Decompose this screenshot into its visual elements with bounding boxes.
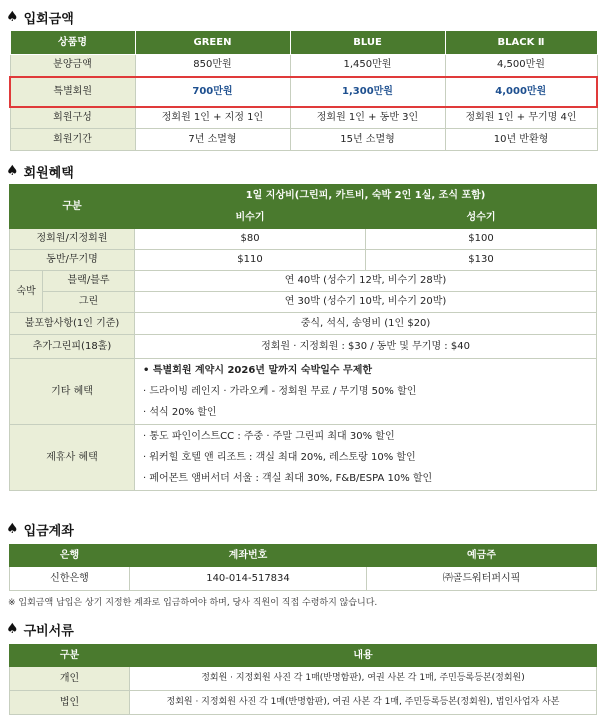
list-item: · 석식 20% 할인 — [143, 407, 217, 418]
benefit-row-label: 동반/무기명 — [10, 250, 135, 271]
docs-row-label: 법인 — [10, 691, 130, 715]
docs-table — [9, 644, 597, 715]
benefit-cell: 연 30박 (성수기 10박, 비수기 20박) — [135, 292, 597, 313]
benefit-row-label: 제휴사 혜택 — [10, 425, 135, 491]
account-header-number: 계좌번호 — [130, 545, 367, 567]
other-benefits-list — [135, 359, 597, 425]
account-number: 140-014-517834 — [130, 567, 367, 591]
benefit-table — [9, 184, 597, 491]
benefit-header-main: 1일 지상비(그린피, 카트비, 숙박 2인 1실, 조식 포함) — [135, 185, 597, 207]
docs-cell: 정회원 · 지정회원 사진 각 1매(반명함판), 여권 사본 각 1매, 주민등록등본(정회원) — [130, 667, 597, 691]
fee-cell: 10년 반환형 — [445, 129, 597, 151]
fee-table — [9, 30, 598, 151]
docs-section-title — [6, 620, 74, 638]
benefit-row-label: 불포함사항(1인 기준) — [10, 313, 135, 335]
benefit-cell: $110 — [135, 250, 366, 271]
benefit-title-text: 회원혜택 — [23, 165, 74, 181]
spade-icon: ♠ — [6, 163, 19, 179]
fee-section-title — [6, 8, 74, 26]
docs-header-category: 구분 — [10, 645, 130, 667]
fee-cell: 정회원 1인 + 동반 3인 — [290, 107, 445, 129]
benefit-row-label: 블랙/블루 — [43, 271, 135, 292]
fee-cell: 정회원 1인 + 무기명 4인 — [445, 107, 597, 129]
bank-name: 신한은행 — [10, 567, 130, 591]
deposit-note: ※ 입회금액 납입은 상기 지정한 계좌로 입금하여야 하며, 당사 직원이 직접 수령하지 않습니다. — [8, 598, 378, 608]
account-holder: ㈜골드워터퍼시픽 — [367, 567, 597, 591]
special-member-row — [10, 77, 597, 107]
account-table — [9, 544, 597, 591]
benefit-header-off-season: 비수기 — [135, 207, 366, 229]
spade-icon: ♠ — [6, 521, 19, 537]
fee-header-green: GREEN — [135, 31, 290, 55]
fee-cell: 850만원 — [135, 55, 290, 77]
docs-row-label: 개인 — [10, 667, 130, 691]
lodging-label: 숙박 — [10, 271, 43, 313]
fee-cell: 7년 소멸형 — [135, 129, 290, 151]
list-item: · 페어몬트 앰버서더 서울 : 객실 최대 30%, F&B/ESPA 10% 할인 — [143, 473, 433, 484]
fee-row-label: 회원구성 — [10, 107, 135, 129]
fee-cell: 1,450만원 — [290, 55, 445, 77]
spade-icon: ♠ — [6, 621, 19, 637]
list-item: · 드라이빙 레인지 · 가라오케 - 정회원 무료 / 무기명 50% 할인 — [143, 386, 417, 397]
fee-header-black: BLACK Ⅱ — [445, 31, 597, 55]
fee-cell: 정회원 1인 + 지정 1인 — [135, 107, 290, 129]
list-item: · 워커힐 호텔 앤 리조트 : 객실 최대 20%, 레스토랑 10% 할인 — [143, 452, 416, 463]
docs-header-content: 내용 — [130, 645, 597, 667]
benefit-row-label: 그린 — [43, 292, 135, 313]
benefit-row-label: 정회원/지정회원 — [10, 229, 135, 250]
fee-row-label: 특별회원 — [10, 77, 135, 107]
benefit-header-category: 구분 — [10, 185, 135, 229]
fee-cell-highlight: 700만원 — [135, 77, 290, 107]
fee-row-label: 분양금액 — [10, 55, 135, 77]
account-section-title — [6, 520, 74, 538]
benefit-cell: $80 — [135, 229, 366, 250]
fee-header-product: 상품명 — [10, 31, 135, 55]
benefit-row-label: 기타 혜택 — [10, 359, 135, 425]
fee-cell-highlight: 1,300만원 — [290, 77, 445, 107]
fee-cell-highlight: 4,000만원 — [445, 77, 597, 107]
fee-header-blue: BLUE — [290, 31, 445, 55]
partner-benefits-list — [135, 425, 597, 491]
benefit-cell: $100 — [366, 229, 597, 250]
benefit-cell: 중식, 석식, 송영비 (1인 $20) — [135, 313, 597, 335]
fee-cell: 15년 소멸형 — [290, 129, 445, 151]
benefit-cell: 연 40박 (성수기 12박, 비수기 28박) — [135, 271, 597, 292]
spade-icon: ♠ — [6, 9, 19, 25]
account-title-text: 입금계좌 — [23, 523, 74, 539]
docs-title-text: 구비서류 — [23, 623, 74, 639]
fee-title-text: 입회금액 — [23, 11, 74, 27]
benefit-cell: 정회원 · 지정회원 : $30 / 동반 및 무기명 : $40 — [135, 335, 597, 359]
benefit-header-peak-season: 성수기 — [366, 207, 597, 229]
docs-cell: 정회원 · 지정회원 사진 각 1매(반명함판), 여권 사본 각 1매, 주민등록등본(정회원), 법인사업자 사본 — [130, 691, 597, 715]
benefit-row-label: 추가그린피(18홀) — [10, 335, 135, 359]
benefit-cell: $130 — [366, 250, 597, 271]
account-header-bank: 은행 — [10, 545, 130, 567]
benefit-section-title — [6, 162, 74, 180]
list-item: • 특별회원 계약시 2026년 말까지 숙박일수 무제한 — [143, 365, 373, 376]
fee-row-label: 회원기간 — [10, 129, 135, 151]
list-item: · 통도 파인이스트CC : 주중 · 주말 그린피 최대 30% 할인 — [143, 431, 395, 442]
account-header-holder: 예금주 — [367, 545, 597, 567]
fee-cell: 4,500만원 — [445, 55, 597, 77]
